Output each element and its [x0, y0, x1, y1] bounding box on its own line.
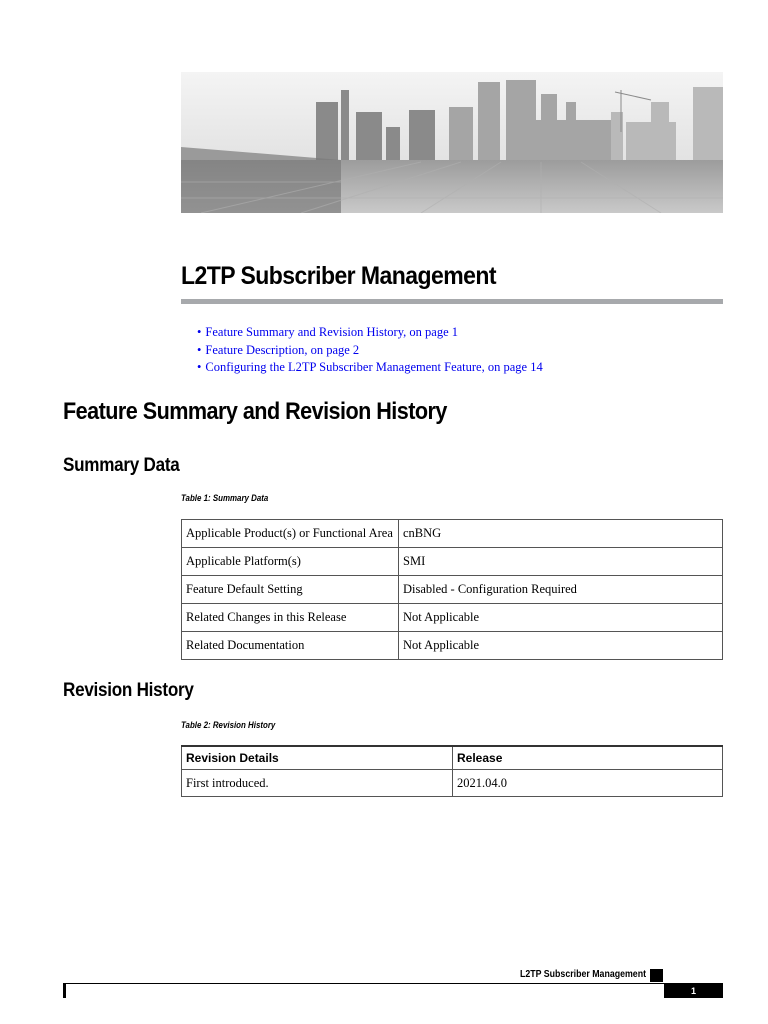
footer-rule — [63, 983, 723, 984]
table-cell: Feature Default Setting — [182, 576, 399, 604]
table-row — [182, 770, 723, 797]
table-cell: Related Changes in this Release — [182, 604, 399, 632]
toc-item — [197, 342, 543, 360]
table-cell: 2021.04.0 — [453, 770, 723, 797]
table-row — [182, 632, 723, 660]
table-cell: SMI — [399, 548, 723, 576]
table-row — [182, 576, 723, 604]
summary-data-heading: Summary Data — [63, 455, 180, 476]
title-rule — [181, 299, 723, 304]
table-header-row — [182, 746, 723, 770]
revision-table-caption: Table 2: Revision History — [181, 720, 276, 730]
revision-history-heading: Revision History — [63, 680, 194, 701]
bullet-icon: • — [197, 360, 202, 374]
column-header-release: Release — [453, 746, 723, 770]
table-cell: First introduced. — [182, 770, 453, 797]
page-number: 1 — [664, 984, 723, 998]
table-of-contents — [197, 324, 543, 377]
table-row — [182, 604, 723, 632]
toc-item — [197, 359, 543, 377]
table-cell: Applicable Platform(s) — [182, 548, 399, 576]
toc-link-configuring-feature[interactable]: Configuring the L2TP Subscriber Management Feature, on page 14 — [205, 360, 543, 374]
bullet-icon: • — [197, 325, 202, 339]
table-cell: Related Documentation — [182, 632, 399, 660]
column-header-revision-details: Revision Details — [182, 746, 453, 770]
footer-document-title: L2TP Subscriber Management — [520, 969, 647, 980]
table-row — [182, 520, 723, 548]
table-cell: Not Applicable — [399, 604, 723, 632]
table-row — [182, 548, 723, 576]
table-cell: Not Applicable — [399, 632, 723, 660]
table-cell: Applicable Product(s) or Functional Area — [182, 520, 399, 548]
toc-link-feature-summary[interactable]: Feature Summary and Revision History, on page 1 — [205, 325, 459, 339]
revision-history-table — [181, 745, 723, 797]
summary-data-table — [181, 519, 723, 660]
table-cell: cnBNG — [399, 520, 723, 548]
table-cell: Disabled - Configuration Required — [399, 576, 723, 604]
footer-tick — [63, 983, 66, 998]
header-banner-image — [181, 72, 723, 213]
document-title: L2TP Subscriber Management — [181, 262, 496, 290]
toc-item — [197, 324, 543, 342]
footer-marker — [650, 969, 663, 982]
bullet-icon: • — [197, 342, 202, 357]
summary-table-caption: Table 1: Summary Data — [181, 493, 269, 503]
section-heading: Feature Summary and Revision History — [63, 398, 447, 425]
toc-link-feature-description[interactable]: Feature Description, on page 2 — [205, 342, 360, 357]
